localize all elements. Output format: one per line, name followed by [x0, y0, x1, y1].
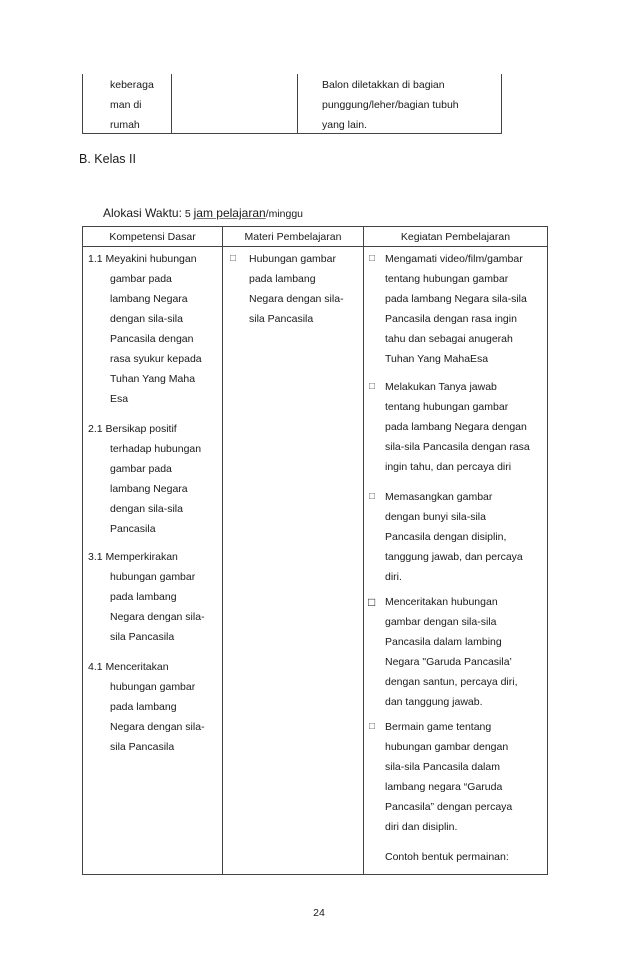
kegiatan-line: Menceritakan hubungan [385, 596, 498, 608]
kd-line: dengan sila-sila [110, 503, 183, 515]
materi-line: sila Pancasila [249, 313, 314, 325]
kegiatan-line: lambang negara “Garuda [385, 781, 503, 793]
kd-line: gambar pada [110, 463, 172, 475]
contoh-permainan-label: Contoh bentuk permainan: [385, 851, 509, 863]
kegiatan-line: Mengamati video/film/gambar [385, 253, 523, 265]
kegiatan-line: pada lambang Negara dengan [385, 421, 527, 433]
kegiatan-line: ingin tahu, dan percaya diri [385, 461, 512, 473]
kegiatan-line: Bermain game tentang [385, 721, 492, 733]
kegiatan-line: Pancasila dengan rasa ingin [385, 313, 517, 325]
top-cell-line: rumah [110, 119, 140, 131]
kd-line: hubungan gambar [110, 681, 196, 693]
kd-line: lambang Negara [110, 293, 188, 305]
bullet-icon: □ [369, 491, 376, 502]
allocation-unit: jam pelajaran [193, 206, 266, 220]
kegiatan-line: tanggung jawab, dan percaya [385, 551, 523, 563]
kd-line: 2.1 Bersikap positif [88, 423, 177, 435]
header-kegiatan-pembelajaran: Kegiatan Pembelajaran [400, 231, 511, 243]
kegiatan-line: Pancasila” dengan percaya [385, 801, 513, 813]
kd-line: Negara dengan sila- [110, 611, 205, 623]
kd-line: 3.1 Memperkirakan [88, 551, 178, 563]
kd-line: dengan sila-sila [110, 313, 183, 325]
kd-line: sila Pancasila [110, 631, 175, 643]
kegiatan-line: hubungan gambar dengan [385, 741, 509, 753]
kd-line: gambar pada [110, 273, 172, 285]
allocation-line [97, 192, 303, 220]
kegiatan-line: Pancasila dengan disiplin, [385, 531, 507, 543]
kd-line: 4.1 Menceritakan [88, 661, 169, 673]
page-number: 24 [313, 907, 325, 919]
kd-line: lambang Negara [110, 483, 188, 495]
kegiatan-line: gambar dengan sila-sila [385, 616, 497, 628]
kd-line: Pancasila dengan [110, 333, 194, 345]
kd-line: 1.1 Meyakini hubungan [88, 253, 197, 265]
allocation-number: 5 [181, 208, 194, 220]
kegiatan-line: diri. [385, 571, 402, 583]
kegiatan-line: sila-sila Pancasila dengan rasa [385, 441, 530, 453]
materi-line: Negara dengan sila- [249, 293, 344, 305]
kd-line: Pancasila [110, 523, 156, 535]
kd-line: hubungan gambar [110, 571, 196, 583]
kd-line: pada lambang [110, 591, 177, 603]
bullet-icon: □ [369, 253, 376, 264]
kegiatan-line: Negara "Garuda Pancasila’ [385, 656, 512, 668]
kegiatan-line: dengan santun, percaya diri, [385, 676, 518, 688]
kegiatan-line: tahu dan sebagai anugerah [385, 333, 513, 345]
section-heading: B. Kelas II [79, 152, 136, 166]
kegiatan-line: tentang hubungan gambar [385, 401, 509, 413]
top-cell-line: keberaga [110, 79, 154, 91]
kegiatan-line: Melakukan Tanya jawab [385, 381, 497, 393]
kd-line: sila Pancasila [110, 741, 175, 753]
kd-line: Esa [110, 393, 129, 405]
kd-line: pada lambang [110, 701, 177, 713]
bullet-icon: □ [369, 381, 376, 392]
kegiatan-line: tentang hubungan gambar [385, 273, 509, 285]
kegiatan-line: Tuhan Yang MahaEsa [385, 353, 489, 365]
top-cell-line: Balon diletakkan di bagian [322, 79, 445, 91]
kegiatan-line: dengan bunyi sila-sila [385, 511, 486, 523]
bullet-icon: □ [369, 721, 376, 732]
top-cell-line: punggung/leher/bagian tubuh [322, 99, 459, 111]
kd-line: Tuhan Yang Maha [110, 373, 196, 385]
top-cell-line: yang lain. [322, 119, 367, 131]
bullet-icon: □ [230, 253, 237, 264]
kd-line: rasa syukur kepada [110, 353, 202, 365]
kd-line: Negara dengan sila- [110, 721, 205, 733]
allocation-label: Alokasi Waktu: [103, 206, 182, 220]
kegiatan-line: dan tanggung jawab. [385, 696, 483, 708]
kd-line: terhadap hubungan [110, 443, 202, 455]
kegiatan-line: Pancasila dalam lambing [385, 636, 502, 648]
kegiatan-line: pada lambang Negara sila-sila [385, 293, 527, 305]
top-cell-line: man di [110, 99, 142, 111]
bullet-icon: □ [368, 595, 376, 609]
materi-line: Hubungan gambar [249, 253, 336, 265]
allocation-suffix: /minggu [265, 208, 304, 220]
header-materi-pembelajaran: Materi Pembelajaran [244, 231, 342, 243]
kegiatan-line: diri dan disiplin. [385, 821, 458, 833]
header-kompetensi-dasar: Kompetensi Dasar [109, 231, 196, 243]
kegiatan-line: Memasangkan gambar [385, 491, 493, 503]
materi-line: pada lambang [249, 273, 316, 285]
kegiatan-line: sila-sila Pancasila dalam [385, 761, 500, 773]
